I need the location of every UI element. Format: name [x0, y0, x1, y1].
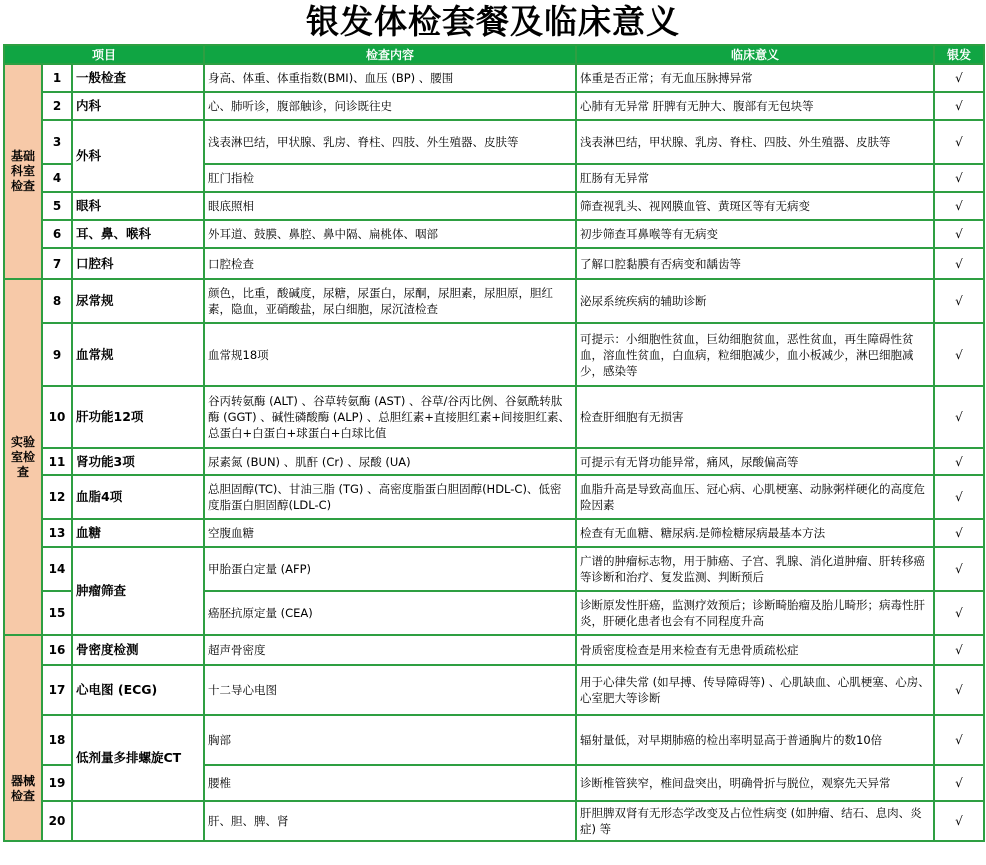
row-item [72, 801, 204, 841]
table-row [4, 120, 984, 164]
header-content: 检查内容 [204, 45, 576, 64]
row-number: 8 [42, 279, 72, 323]
check-mark: √ [934, 475, 984, 519]
row-meaning: 初步筛查耳鼻喉等有无病变 [576, 220, 934, 248]
table-row [4, 547, 984, 591]
row-meaning: 检查肝细胞有无损害 [576, 386, 934, 448]
row-meaning: 浅表淋巴结，甲状腺、乳房、脊柱、四肢、外生殖器、皮肤等 [576, 120, 934, 164]
row-meaning: 可提示：小细胞性贫血，巨幼细胞贫血，恶性贫血，再生障碍性贫血，溶血性贫血，白血病，粒细胞减少，血小板减少，淋巴细胞减少，感染等 [576, 323, 934, 386]
table-row [4, 448, 984, 475]
table-row [4, 248, 984, 279]
row-content: 超声骨密度 [204, 635, 576, 665]
table-row [4, 220, 984, 248]
row-item: 外科 [72, 120, 204, 192]
row-item: 内科 [72, 92, 204, 120]
row-content: 总胆固醇(TC)、甘油三脂 (TG) 、高密度脂蛋白胆固醇(HDL-C)、低密度脂蛋白胆固醇(LDL-C) [204, 475, 576, 519]
category-device: 器械检查 [4, 635, 42, 841]
row-number: 2 [42, 92, 72, 120]
table-row [4, 92, 984, 120]
check-mark: √ [934, 323, 984, 386]
header-item: 项目 [4, 45, 204, 64]
row-meaning: 广谱的肿瘤标志物，用于肺癌、子宫、乳腺、消化道肿瘤、肝转移癌等诊断和治疗、复发监测、判断预后 [576, 547, 934, 591]
category-lab: 实验室检查 [4, 279, 42, 635]
check-mark: √ [934, 519, 984, 547]
check-mark: √ [934, 248, 984, 279]
row-item: 耳、鼻、喉科 [72, 220, 204, 248]
page-title: 银发体检套餐及临床意义 [306, 2, 680, 41]
row-number: 14 [42, 547, 72, 591]
row-number: 1 [42, 64, 72, 92]
row-content: 眼底照相 [204, 192, 576, 220]
row-item: 血常规 [72, 323, 204, 386]
checkup-table [3, 44, 985, 842]
row-meaning: 筛查视乳头、视网膜血管、黄斑区等有无病变 [576, 192, 934, 220]
row-item: 肾功能3项 [72, 448, 204, 475]
row-item: 血糖 [72, 519, 204, 547]
row-content: 浅表淋巴结，甲状腺、乳房、脊柱、四肢、外生殖器、皮肤等 [204, 120, 576, 164]
row-number: 9 [42, 323, 72, 386]
header-meaning: 临床意义 [576, 45, 934, 64]
check-mark: √ [934, 164, 984, 192]
row-meaning: 肝胆脾双肾有无形态学改变及占位性病变 (如肿瘤、结石、息肉、炎症) 等 [576, 801, 934, 841]
row-content: 外耳道、鼓膜、鼻腔、鼻中隔、扁桃体、咽部 [204, 220, 576, 248]
check-mark: √ [934, 120, 984, 164]
table-row [4, 635, 984, 665]
row-item: 眼科 [72, 192, 204, 220]
row-item: 尿常规 [72, 279, 204, 323]
check-mark: √ [934, 665, 984, 715]
check-mark: √ [934, 192, 984, 220]
table-row [4, 192, 984, 220]
row-content: 心、肺听诊，腹部触诊，问诊既往史 [204, 92, 576, 120]
row-content: 十二导心电图 [204, 665, 576, 715]
row-item: 血脂4项 [72, 475, 204, 519]
check-mark: √ [934, 715, 984, 765]
row-content: 甲胎蛋白定量 (AFP) [204, 547, 576, 591]
row-content: 肛门指检 [204, 164, 576, 192]
check-mark: √ [934, 386, 984, 448]
row-content: 空腹血糖 [204, 519, 576, 547]
check-mark: √ [934, 220, 984, 248]
check-mark: √ [934, 635, 984, 665]
header-package: 银发 [934, 45, 984, 64]
check-mark: √ [934, 547, 984, 591]
row-meaning: 辐射量低，对早期肺癌的检出率明显高于普通胸片的数10倍 [576, 715, 934, 765]
check-mark: √ [934, 448, 984, 475]
table-row [4, 475, 984, 519]
row-meaning: 了解口腔黏膜有否病变和龋齿等 [576, 248, 934, 279]
row-content: 癌胚抗原定量 (CEA) [204, 591, 576, 635]
table-row [4, 279, 984, 323]
row-item: 心电图 (ECG) [72, 665, 204, 715]
row-item: 口腔科 [72, 248, 204, 279]
row-number: 17 [42, 665, 72, 715]
row-number: 20 [42, 801, 72, 841]
row-number: 6 [42, 220, 72, 248]
row-meaning: 诊断原发性肝癌，监测疗效预后；诊断畸胎瘤及胎儿畸形；病毒性肝炎，肝硬化患者也会有不同程度升高 [576, 591, 934, 635]
row-content: 谷丙转氨酶 (ALT) 、谷草转氨酶 (AST) 、谷草/谷丙比例、谷氨酰转肽酶 (GGT) 、碱性磷酸酶 (ALP) 、总胆红素+直接胆红素+间接胆红素、总蛋白+白蛋白+球蛋白+白球比值 [204, 386, 576, 448]
table-row [4, 801, 984, 841]
table-row [4, 519, 984, 547]
check-mark: √ [934, 591, 984, 635]
row-item: 一般检查 [72, 64, 204, 92]
table-header-row [4, 45, 984, 64]
row-meaning: 诊断椎管狭窄，椎间盘突出，明确骨折与脱位，观察先天异常 [576, 765, 934, 801]
row-number: 15 [42, 591, 72, 635]
row-item: 低剂量多排螺旋CT [72, 715, 204, 801]
row-number: 16 [42, 635, 72, 665]
row-content: 血常规18项 [204, 323, 576, 386]
row-meaning: 肛肠有无异常 [576, 164, 934, 192]
row-content: 尿素氮 (BUN) 、肌酐 (Cr) 、尿酸 (UA) [204, 448, 576, 475]
row-item: 骨密度检测 [72, 635, 204, 665]
row-item: 肿瘤筛查 [72, 547, 204, 635]
row-meaning: 用于心律失常 (如早搏、传导障碍等) 、心肌缺血、心肌梗塞、心房、心室肥大等诊断 [576, 665, 934, 715]
row-meaning: 心肺有无异常 肝脾有无肿大、腹部有无包块等 [576, 92, 934, 120]
row-meaning: 可提示有无肾功能异常，痛风，尿酸偏高等 [576, 448, 934, 475]
check-mark: √ [934, 765, 984, 801]
table-row [4, 715, 984, 765]
check-mark: √ [934, 801, 984, 841]
row-number: 18 [42, 715, 72, 765]
row-meaning: 检查有无血糖、糖尿病.是筛检糖尿病最基本方法 [576, 519, 934, 547]
row-content: 胸部 [204, 715, 576, 765]
row-content: 口腔检查 [204, 248, 576, 279]
row-meaning: 泌尿系统疾病的辅助诊断 [576, 279, 934, 323]
row-meaning: 骨质密度检查是用来检查有无患骨质疏松症 [576, 635, 934, 665]
row-number: 12 [42, 475, 72, 519]
row-number: 5 [42, 192, 72, 220]
category-basic: 基础科室检查 [4, 64, 42, 279]
row-content: 肝、胆、脾、肾 [204, 801, 576, 841]
row-content: 腰椎 [204, 765, 576, 801]
table-row [4, 323, 984, 386]
check-mark: √ [934, 279, 984, 323]
row-number: 13 [42, 519, 72, 547]
check-mark: √ [934, 64, 984, 92]
check-mark: √ [934, 92, 984, 120]
row-number: 7 [42, 248, 72, 279]
row-content: 颜色，比重，酸碱度，尿糖，尿蛋白，尿酮，尿胆素，尿胆原，胆红素，隐血，亚硝酸盐，尿白细胞，尿沉渣检查 [204, 279, 576, 323]
row-number: 10 [42, 386, 72, 448]
row-item: 肝功能12项 [72, 386, 204, 448]
table-row [4, 64, 984, 92]
row-number: 11 [42, 448, 72, 475]
table-row [4, 665, 984, 715]
row-number: 19 [42, 765, 72, 801]
row-content: 身高、体重、体重指数(BMI)、血压 (BP) 、腰围 [204, 64, 576, 92]
row-meaning: 体重是否正常；有无血压脉搏异常 [576, 64, 934, 92]
row-number: 4 [42, 164, 72, 192]
row-meaning: 血脂升高是导致高血压、冠心病、心肌梗塞、动脉粥样硬化的高度危险因素 [576, 475, 934, 519]
row-number: 3 [42, 120, 72, 164]
table-row [4, 386, 984, 448]
